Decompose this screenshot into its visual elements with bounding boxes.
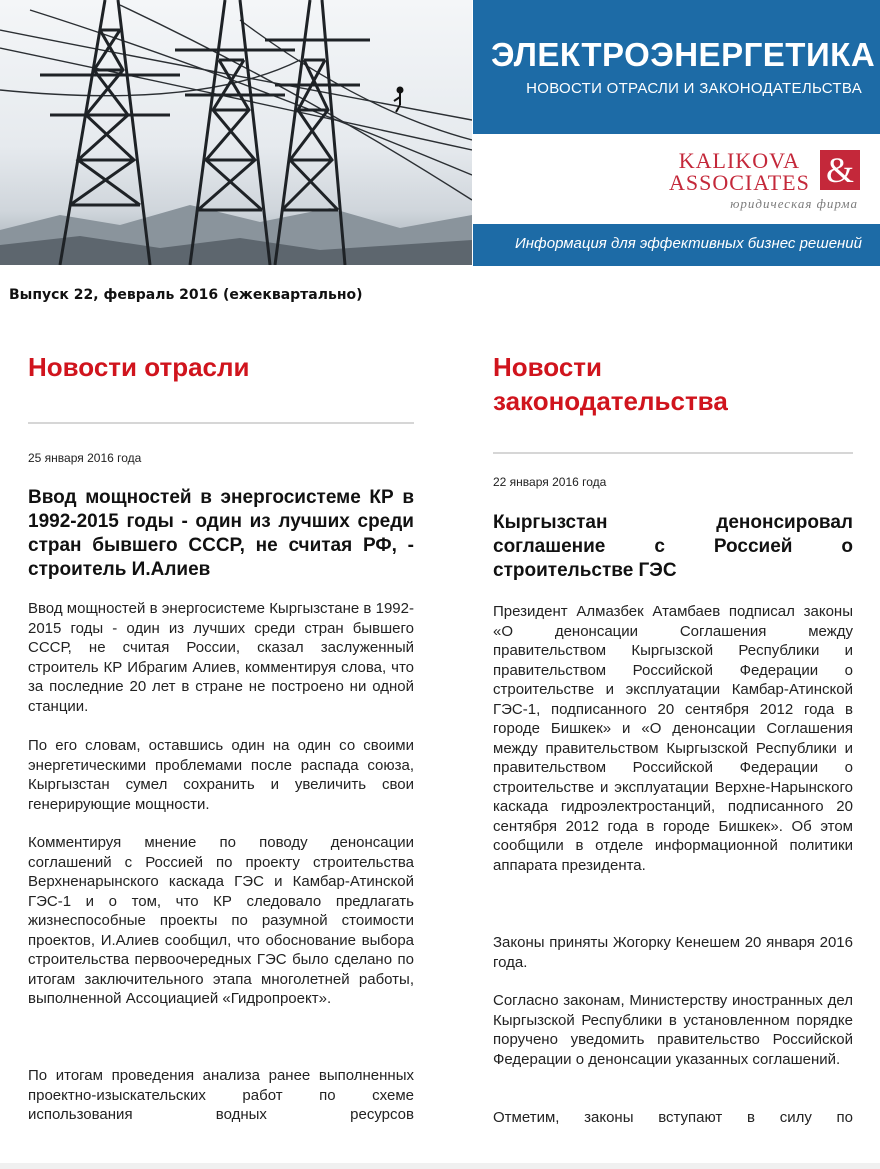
newsletter-title: ЭЛЕКТРОЭНЕРГЕТИКА — [491, 36, 876, 73]
firm-ampersand-logo-icon: & — [820, 150, 860, 190]
slogan-banner — [473, 224, 880, 266]
power-towers-illustration — [0, 0, 472, 265]
section-title-legislation-news — [493, 350, 853, 418]
header-photo-power-towers — [0, 0, 472, 265]
section-title-line1: Новости — [493, 352, 603, 382]
firm-logo — [473, 134, 880, 224]
firm-tagline: юридическая фирма — [730, 196, 858, 211]
right-paragraph-3: Согласно законам, Министерству иностранных дел Кыргызской Республики в установленном порядке поручено уведомить правительство Российской Федерации о денонсации указанных соглашений. — [493, 992, 853, 1068]
right-paragraph-4: Отметим, законы вступают в силу по — [493, 1109, 853, 1126]
section-title-industry-news: Новости отрасли — [28, 352, 250, 382]
newsletter-subtitle: НОВОСТИ ОТРАСЛИ И ЗАКОНОДАТЕЛЬСТВА — [526, 80, 862, 97]
firm-name-line1: KALIKOVA — [678, 148, 801, 173]
firm-logo-text — [669, 150, 810, 194]
right-divider — [493, 452, 853, 454]
left-paragraph-2: По его словам, оставшись один на один со своими энергетическими проблемами после распада союза, Кыргызстан сумел сохранить и увеличить свои генерирующие мощности. — [28, 737, 414, 813]
left-article-date: 25 января 2016 года — [28, 451, 142, 465]
slogan-text: Информация для эффективных бизнес решений — [515, 235, 862, 252]
header-title-banner — [473, 0, 880, 134]
left-paragraph-4: По итогам проведения анализа ранее выполненных проектно-изыскательских работ по схеме использования водных ресурсов — [28, 1067, 414, 1123]
right-article-headline: Кыргызстан денонсировал соглашение с Россией о строительстве ГЭС — [493, 512, 853, 581]
left-paragraph-1: Ввод мощностей в энергосистеме Кыргызстане в 1992-2015 годы - один из лучших среди стран бывшего СССР, не считая России, сказал заслуженный строитель КР Ибрагим Алиев, комментируя слова, что за последние 20 лет в стране не построено ни одной станции. — [28, 600, 414, 715]
right-paragraph-2: Законы приняты Жогорку Кенешем 20 января 2016 года. — [493, 934, 853, 971]
firm-name-line2: ASSOCIATES — [669, 170, 810, 195]
section-title-line2: законодательства — [493, 386, 728, 416]
page-bottom-edge — [0, 1163, 880, 1169]
right-article-date: 22 января 2016 года — [493, 475, 607, 489]
left-divider — [28, 422, 414, 424]
left-paragraph-3: Комментируя мнение по поводу денонсации соглашений с Россией по проекту строительства Верхненарынского каскада ГЭС и Камбар-Атинской ГЭС-1 и о том, что КР следовало предлагать жизнеспособные проекты по разумной стоимости проектов, И.Алиев сообщил, что обоснование выбора строительства первоочередных ГЭС было сделано по итогам заключительного этапа многолетней работы, выполненной Ассоциацией «Гидропроект». — [28, 834, 414, 1007]
issue-line: Выпуск 22, февраль 2016 (ежеквартально) — [9, 287, 363, 303]
left-article-headline: Ввод мощностей в энергосистеме КР в 1992-2015 годы - один из лучших среди стран бывшего СССР, не считая РФ, - строитель И.Алиев — [28, 487, 414, 580]
right-paragraph-1: Президент Алмазбек Атамбаев подписал законы «О денонсации Соглашения между правительством Кыргызской Республики и правительством Российской Федерации о строительстве и эксплуатации Камбар-Атинской ГЭС-1, подписанного 20 сентября 2012 года в городе Бишкек» и «О денонсации Соглашения между правительством Кыргызской Республики и правительством Российской Федерации о строительстве и эксплуатации Верхне-Нарынского каскада гидроэлектростанций, подписанного 20 сентября 2012 года в городе Бишкек». Об этом сообщили в отделе информационной политики аппарата президента. — [493, 603, 853, 874]
